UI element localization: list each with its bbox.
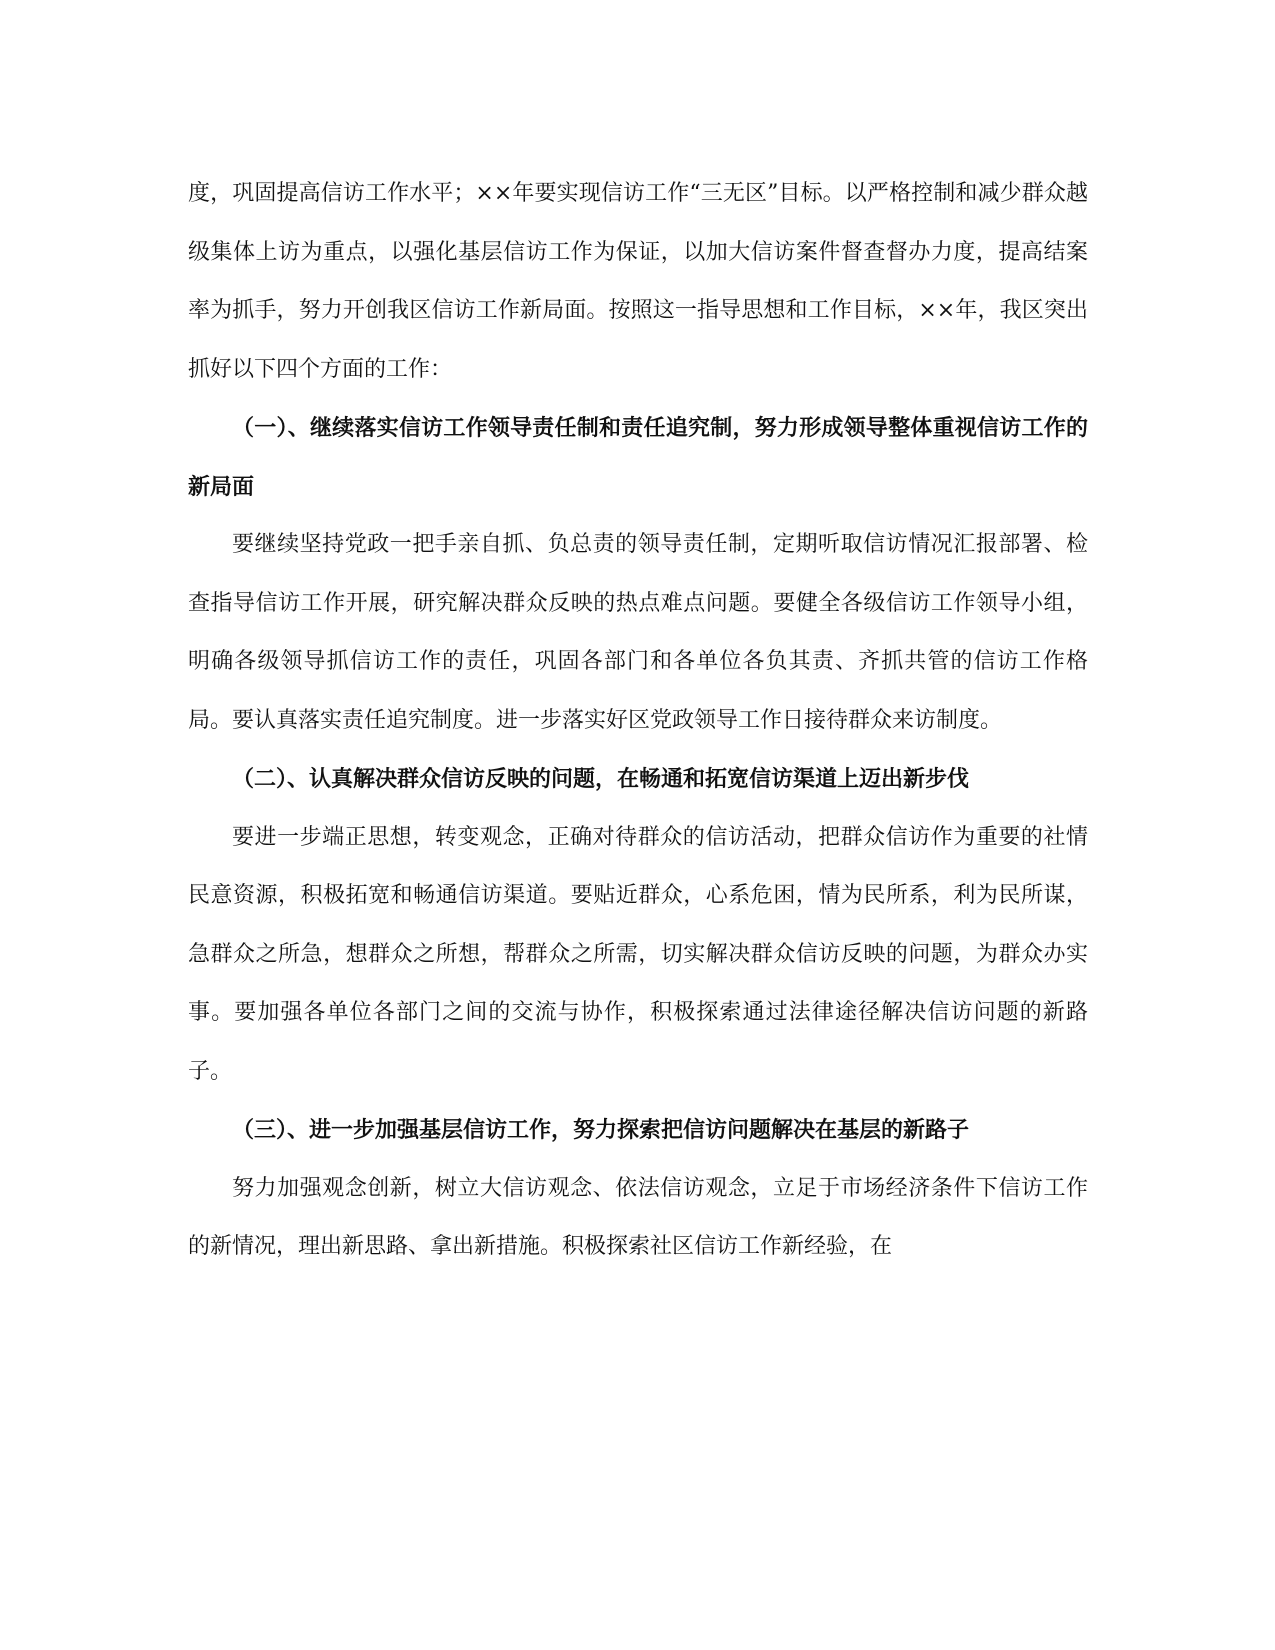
section-heading-3: （三）、进一步加强基层信访工作，努力探索把信访问题解决在基层的新路子 (232, 1117, 970, 1143)
section-heading-2: （二）、认真解决群众信访反映的问题，在畅通和拓宽信访渠道上迈出新步伐 (232, 766, 970, 792)
body-paragraph: 度，巩固提高信访工作水平；××年要实现信访工作“三无区”目标。以严格控制和减少群众越级集体上访为重点，以强化基层信访工作为保证，以加大信访案件督查督办力度，提高结案率为抓手，努力开创我区信访工作新局面。按照这一指导思想和工作目标，××年，我区突出抓好以下四个方面的工作： (188, 181, 1088, 382)
body-paragraph: 努力加强观念创新，树立大信访观念、依法信访观念，立足于市场经济条件下信访工作的新情况，理出新思路、拿出新措施。积极探索社区信访工作新经验，在 (188, 1175, 1088, 1259)
section-heading-1: （一）、继续落实信访工作领导责任制和责任追究制，努力形成领导整体重视信访工作的新局面 (188, 415, 1088, 500)
body-paragraph: 要进一步端正思想，转变观念，正确对待群众的信访活动，把群众信访作为重要的社情民意资源，积极拓宽和畅通信访渠道。要贴近群众，心系危困，情为民所系，利为民所谋，急群众之所急，想群众之所想，帮群众之所需，切实解决群众信访反映的问题，为群众办实事。要加强各单位各部门之间的交流与协作，积极探索通过法律途径解决信访问题的新路子。 (188, 824, 1088, 1084)
body-paragraph: 要继续坚持党政一把手亲自抓、负总责的领导责任制，定期听取信访情况汇报部署、检查指导信访工作开展，研究解决群众反映的热点难点问题。要健全各级信访工作领导小组，明确各级领导抓信访工作的责任，巩固各部门和各单位各负其责、齐抓共管的信访工作格局。要认真落实责任追究制度。进一步落实好区党政领导工作日接待群众来访制度。 (188, 532, 1088, 733)
document-body (188, 165, 1088, 1277)
